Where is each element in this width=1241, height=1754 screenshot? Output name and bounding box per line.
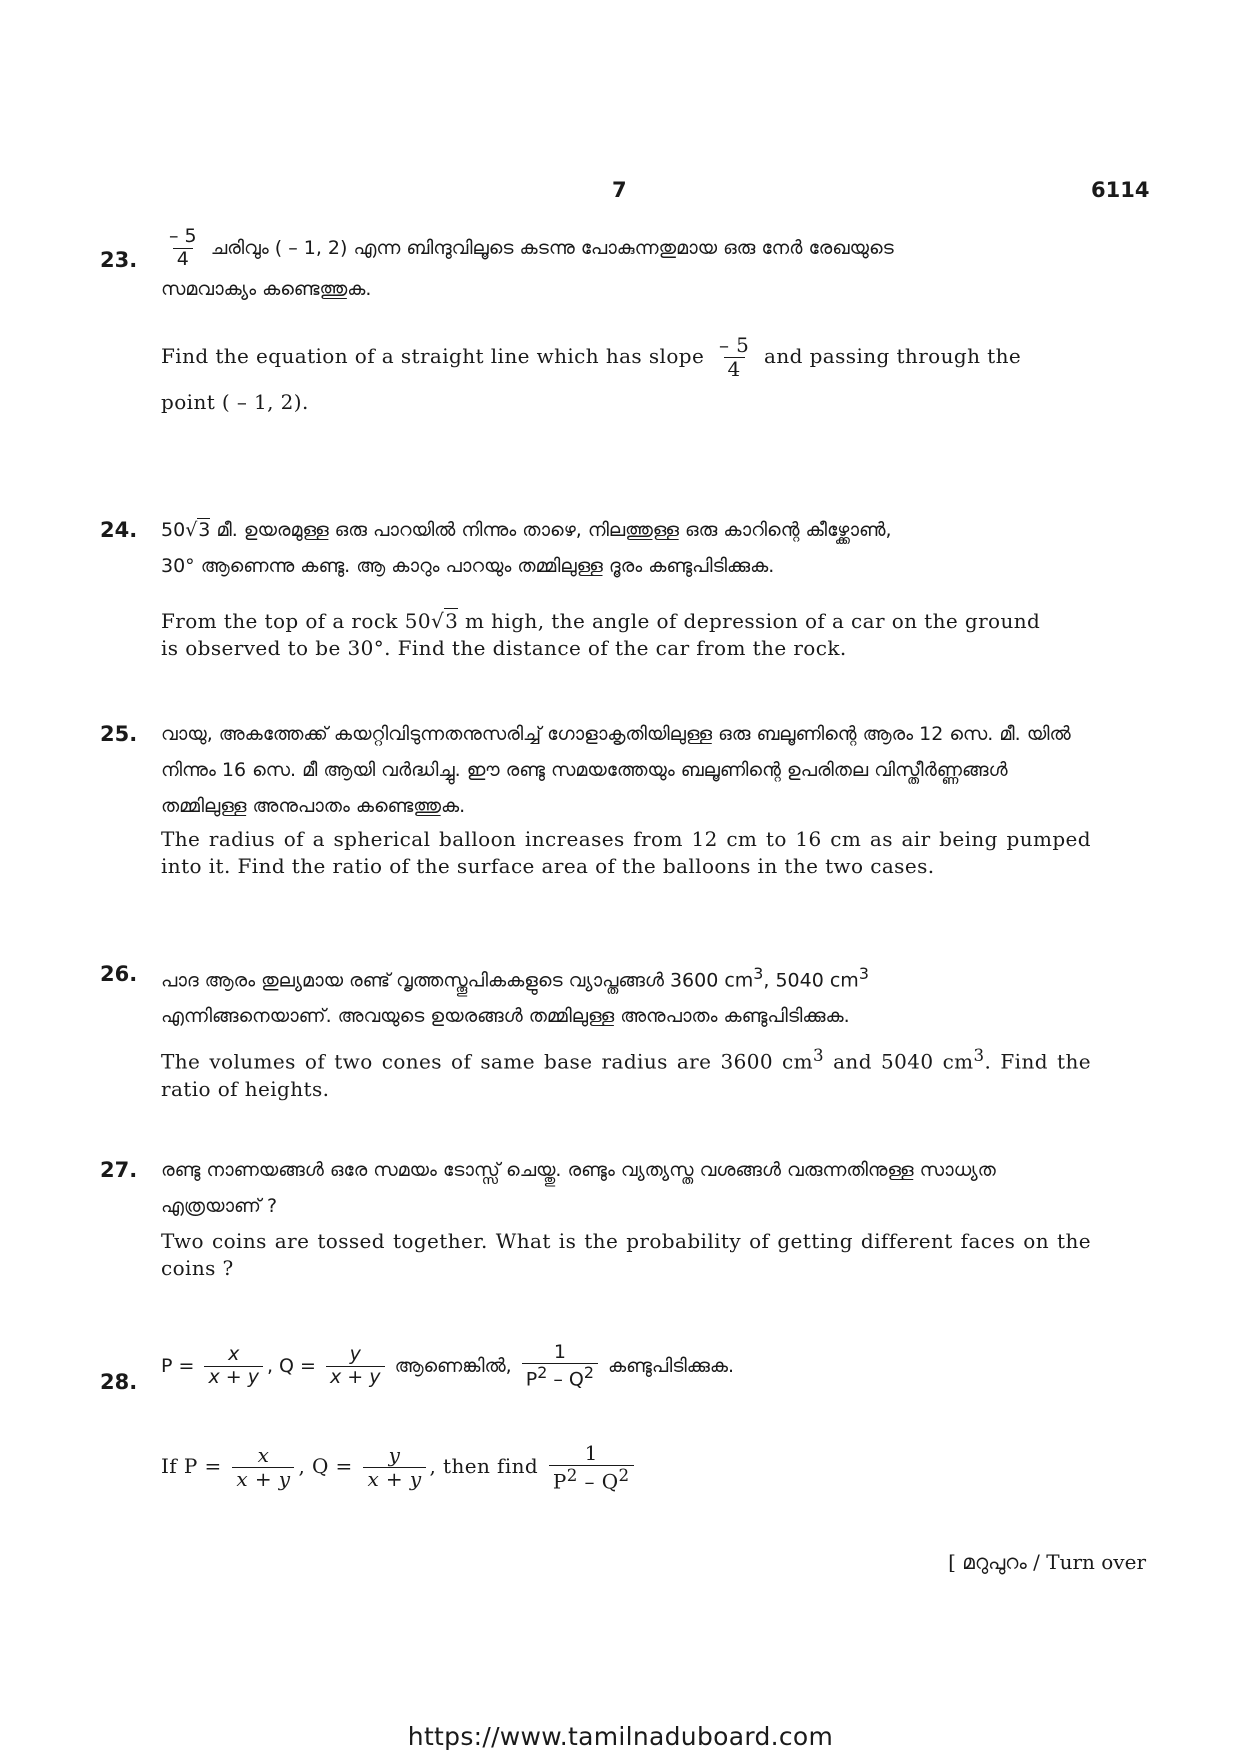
question-text-malayalam: പാദ ആരം തുല്യമായ രണ്ട് വൃത്തസ്തൂപികകളുടെ വ്യാപ്തങ്ങൾ 3600 $cm^3$, 5040 $cm^3$ എന്നിങ്ങനെയാണ്. അവയുടെ ഉയരങ്ങൾ തമ്മിലുള്ള അനുപാതം കണ്ടുപിടിക്കുക. bbox=[161, 964, 869, 1028]
question-number: 24. bbox=[100, 518, 138, 542]
rock-height: 50√3 bbox=[161, 519, 211, 541]
question-number: 23. bbox=[100, 248, 138, 272]
slope-fraction: $\frac{- 5}{4}$ bbox=[718, 333, 750, 381]
turn-over-note: [ മറുപുറം / Turn over bbox=[948, 1550, 1146, 1574]
p-fraction: $\frac{x}{x + y}$ bbox=[204, 1344, 263, 1389]
rock-height: 50√3 bbox=[404, 609, 459, 633]
source-url: https://www.tamilnaduboard.com bbox=[407, 1722, 834, 1751]
question-text-english: Two coins are tossed together. What is the probability of getting different faces on the coins ? bbox=[161, 1229, 1091, 1280]
question-text-malayalam: $\frac{- 5}{4}$ ചരിവും ( – 1, 2) എന്ന ബിന്ദുവിലൂടെ കടന്നു പോകുന്നതുമായ ഒരു നേർ രേഖയുടെ സമവാക്യം കണ്ടെത്തുക. bbox=[161, 225, 894, 300]
target-expression: $\frac{1}{P^2 - Q^2}$ bbox=[522, 1342, 598, 1392]
q-fraction: $\frac{y}{x + y}$ bbox=[363, 1444, 425, 1491]
question-text-english: If P = $\frac{x}{x + y}$ , Q = $\frac{y}{x + y}$ , then find $\frac{1}{P^2 - Q^2}$ bbox=[161, 1436, 1091, 1496]
question-number: 25. bbox=[100, 722, 138, 746]
q-fraction: $\frac{y}{x + y}$ bbox=[326, 1344, 385, 1389]
p-fraction: $\frac{x}{x + y}$ bbox=[232, 1444, 294, 1491]
question-text-english: From the top of a rock 50√3 m high, the angle of depression of a car on the ground is observed to be 30°. Find the distance of the car from the rock. bbox=[161, 609, 1041, 660]
question-number: 27. bbox=[100, 1158, 138, 1182]
question-text-english: The volumes of two cones of same base radius are 3600 $cm^3$ and 5040 $cm^3$. Find the ratio of heights. bbox=[161, 1046, 1091, 1101]
question-text-malayalam: P = $\frac{x}{x + y}$ , Q = $\frac{y}{x + y}$ ആണെങ്കിൽ, $\frac{1}{P^2 - Q^2}$ കണ്ടുപിടിക്കുക. bbox=[161, 1340, 735, 1391]
question-text-english: Find the equation of a straight line which has slope $\frac{- 5}{4}$ and passing through the point ( – 1, 2). bbox=[161, 333, 1022, 414]
question-number: 28. bbox=[100, 1370, 138, 1394]
question-text-english: The radius of a spherical balloon increases from 12 cm to 16 cm as air being pumped into it. Find the ratio of the surface area of the balloons in the two cases. bbox=[161, 827, 1091, 878]
question-number: 26. bbox=[100, 962, 138, 986]
target-expression: $\frac{1}{P^2 - Q^2}$ bbox=[549, 1442, 634, 1494]
slope-fraction: $\frac{- 5}{4}$ bbox=[169, 225, 197, 270]
question-text-malayalam: വായു, അകത്തേക്ക് കയറ്റിവിടുന്നതനുസരിച്ച് ഗോളാകൃതിയിലുള്ള ഒരു ബലൂണിന്റെ ആരം 12 സെ. മീ. യിൽ നിന്നും 16 സെ. മീ ആയി വർദ്ധിച്ചു. ഈ രണ്ടു സമയത്തേയും ബലൂണിന്റെ ഉപരിതല വിസ്തീർണ്ണങ്ങൾ തമ്മിലുള്ള അനുപാതം കണ്ടെത്തുക. bbox=[161, 723, 1071, 817]
question-text-malayalam: രണ്ടു നാണയങ്ങൾ ഒരേ സമയം ടോസ്സ് ചെയ്തു. രണ്ടും വ്യത്യസ്ത വശങ്ങൾ വരുന്നതിനുള്ള സാധ്യത എത്രയാണ് ? bbox=[161, 1159, 996, 1217]
question-text-malayalam: 50√3 മീ. ഉയരമുള്ള ഒരു പാറയിൽ നിന്നും താഴെ, നിലത്തുള്ള ഒരു കാറിന്റെ കീഴ്ക്കോൺ, 30° ആണെന്നു കണ്ടു. ആ കാറും പാറയും തമ്മിലുള്ള ദൂരം കണ്ടുപിടിക്കുക. bbox=[161, 519, 892, 577]
paper-code: 6114 bbox=[1091, 178, 1150, 202]
page-number: 7 bbox=[612, 178, 627, 202]
